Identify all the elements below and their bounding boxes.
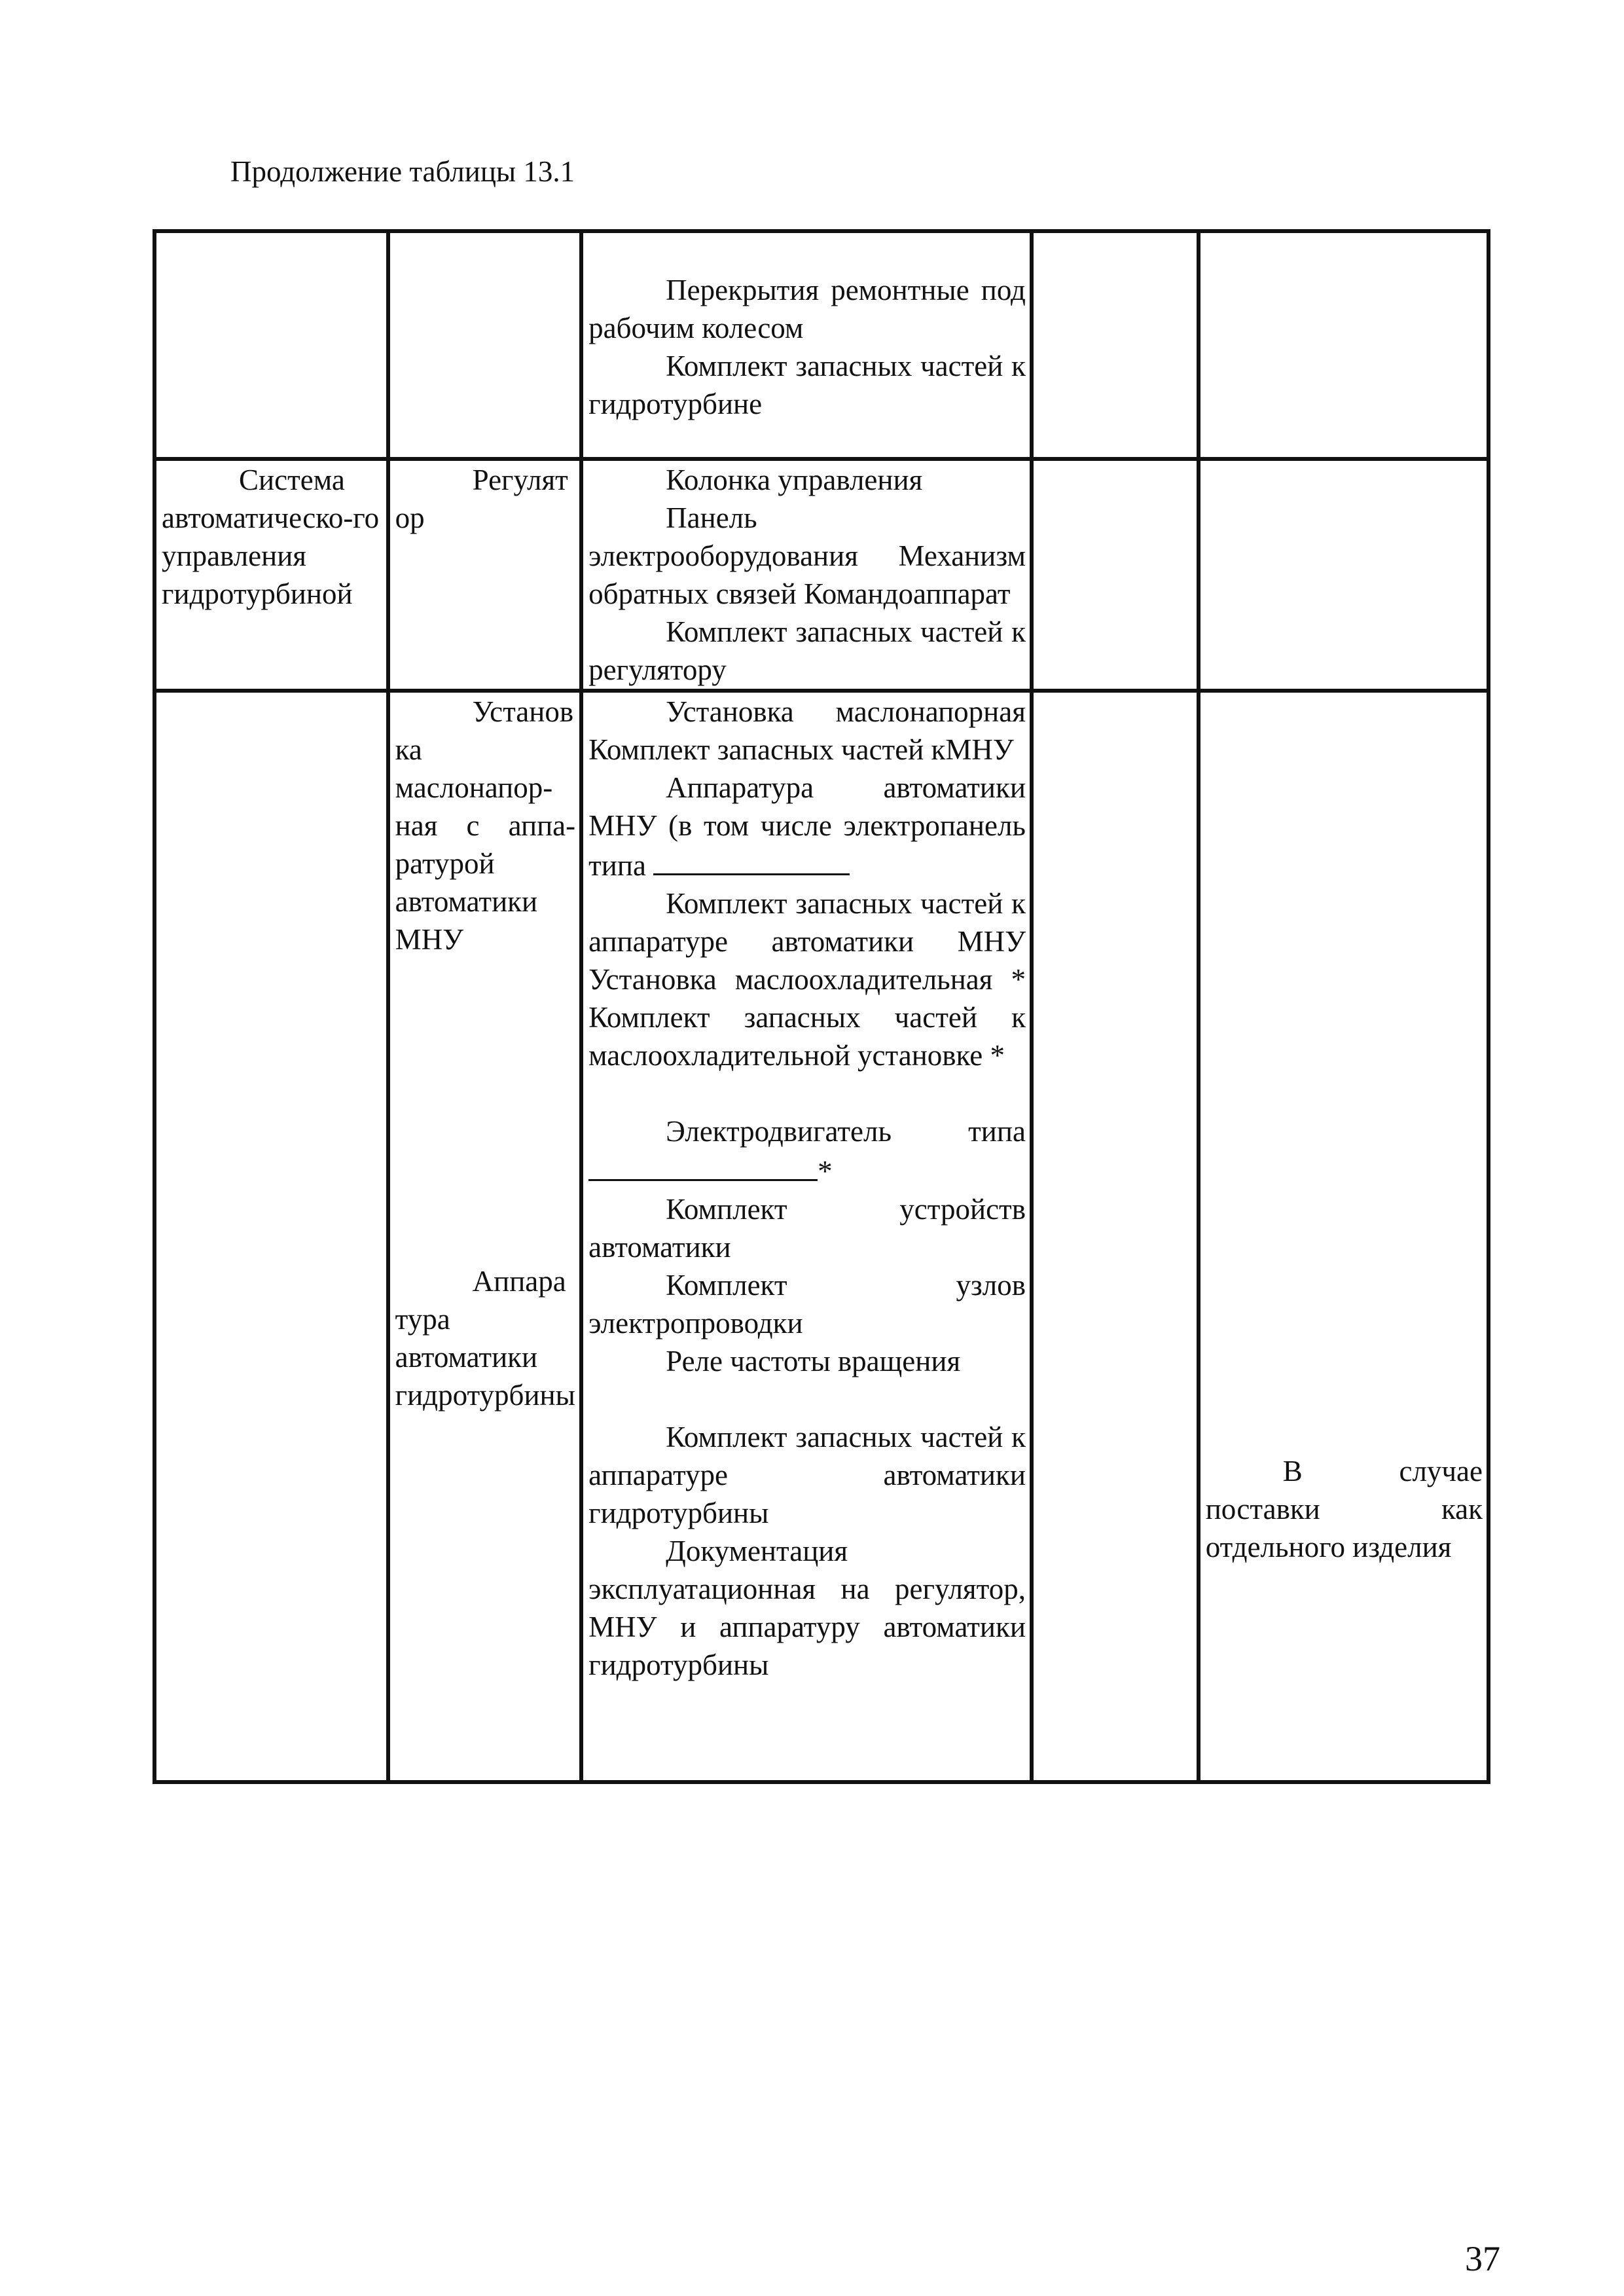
cell-paragraph [588,769,1026,884]
table-cell [581,691,1032,1782]
cell-paragraph: Комплект запасных частей к аппаратуре автоматики МНУ Установка маслоохладительная * Комплект запасных частей к маслоохладительной установке * [588,887,1026,1072]
cell-paragraph: Система автоматическо-го управления гидротурбиной [162,464,380,610]
cell-paragraph: Электродвигатель типа [666,1115,1026,1148]
table-cell [1032,691,1199,1782]
cell-paragraph: Колонка управления [666,464,923,496]
cell-paragraph [588,1150,1026,1190]
cell-paragraph: Аппаратура автоматики гидротурбины [395,1265,575,1412]
cell-paragraph: Комплект узлов электропроводки [588,1269,1026,1339]
table-cell [581,231,1032,459]
cell-paragraph: Комплект запасных частей к гидротурбине [588,350,1026,420]
table-cell [581,459,1032,691]
cell-paragraph: Документация эксплуатационная на регулятор, МНУ и аппаратуру автоматики гидротурбины [588,1535,1026,1681]
blank-line [588,1150,818,1181]
table-row [154,231,1489,459]
table-cell [1199,231,1489,459]
cell-paragraph: Регулятор [395,464,568,534]
cell-text: * [818,1155,833,1188]
table-cell [1032,231,1199,459]
table-cell [154,459,388,691]
table-cell [388,459,582,691]
equipment-table [153,229,1490,1784]
table-cell [154,231,388,459]
cell-paragraph: В случае поставки как отдельного изделия [1205,1455,1483,1563]
cell-paragraph: Комплект запасных частей к аппаратуре автоматики гидротурбины [588,1421,1026,1529]
table-cell [1032,459,1199,691]
cell-paragraph: Панель электрооборудования Механизм обратных связей Командоаппарат [588,501,1026,610]
table-cell [1199,691,1489,1782]
table-cell [388,231,582,459]
blank-line [653,845,850,875]
table-row [154,459,1489,691]
page-number: 37 [1465,2239,1500,2278]
table-cell [1199,459,1489,691]
cell-paragraph: Установка маслонапорная Комплект запасных частей кМНУ [588,695,1026,766]
table-cell [154,691,388,1782]
cell-paragraph: Комплект устройств автоматики [588,1193,1026,1264]
cell-paragraph: Установка маслонапор-ная с аппа-ратурой автоматики МНУ [395,695,576,956]
table-cell [388,691,582,1782]
table-row [154,691,1489,1782]
table-caption: Продолжение таблицы 13.1 [230,155,575,188]
cell-text: Аппаратура автоматики МНУ (в том числе электропанель типа [588,771,1026,882]
cell-paragraph: Перекрытия ремонтные под рабочим колесом [588,274,1026,344]
cell-paragraph: Реле частоты вращения [666,1345,961,1377]
cell-paragraph: Комплект запасных частей к регулятору [588,615,1026,686]
